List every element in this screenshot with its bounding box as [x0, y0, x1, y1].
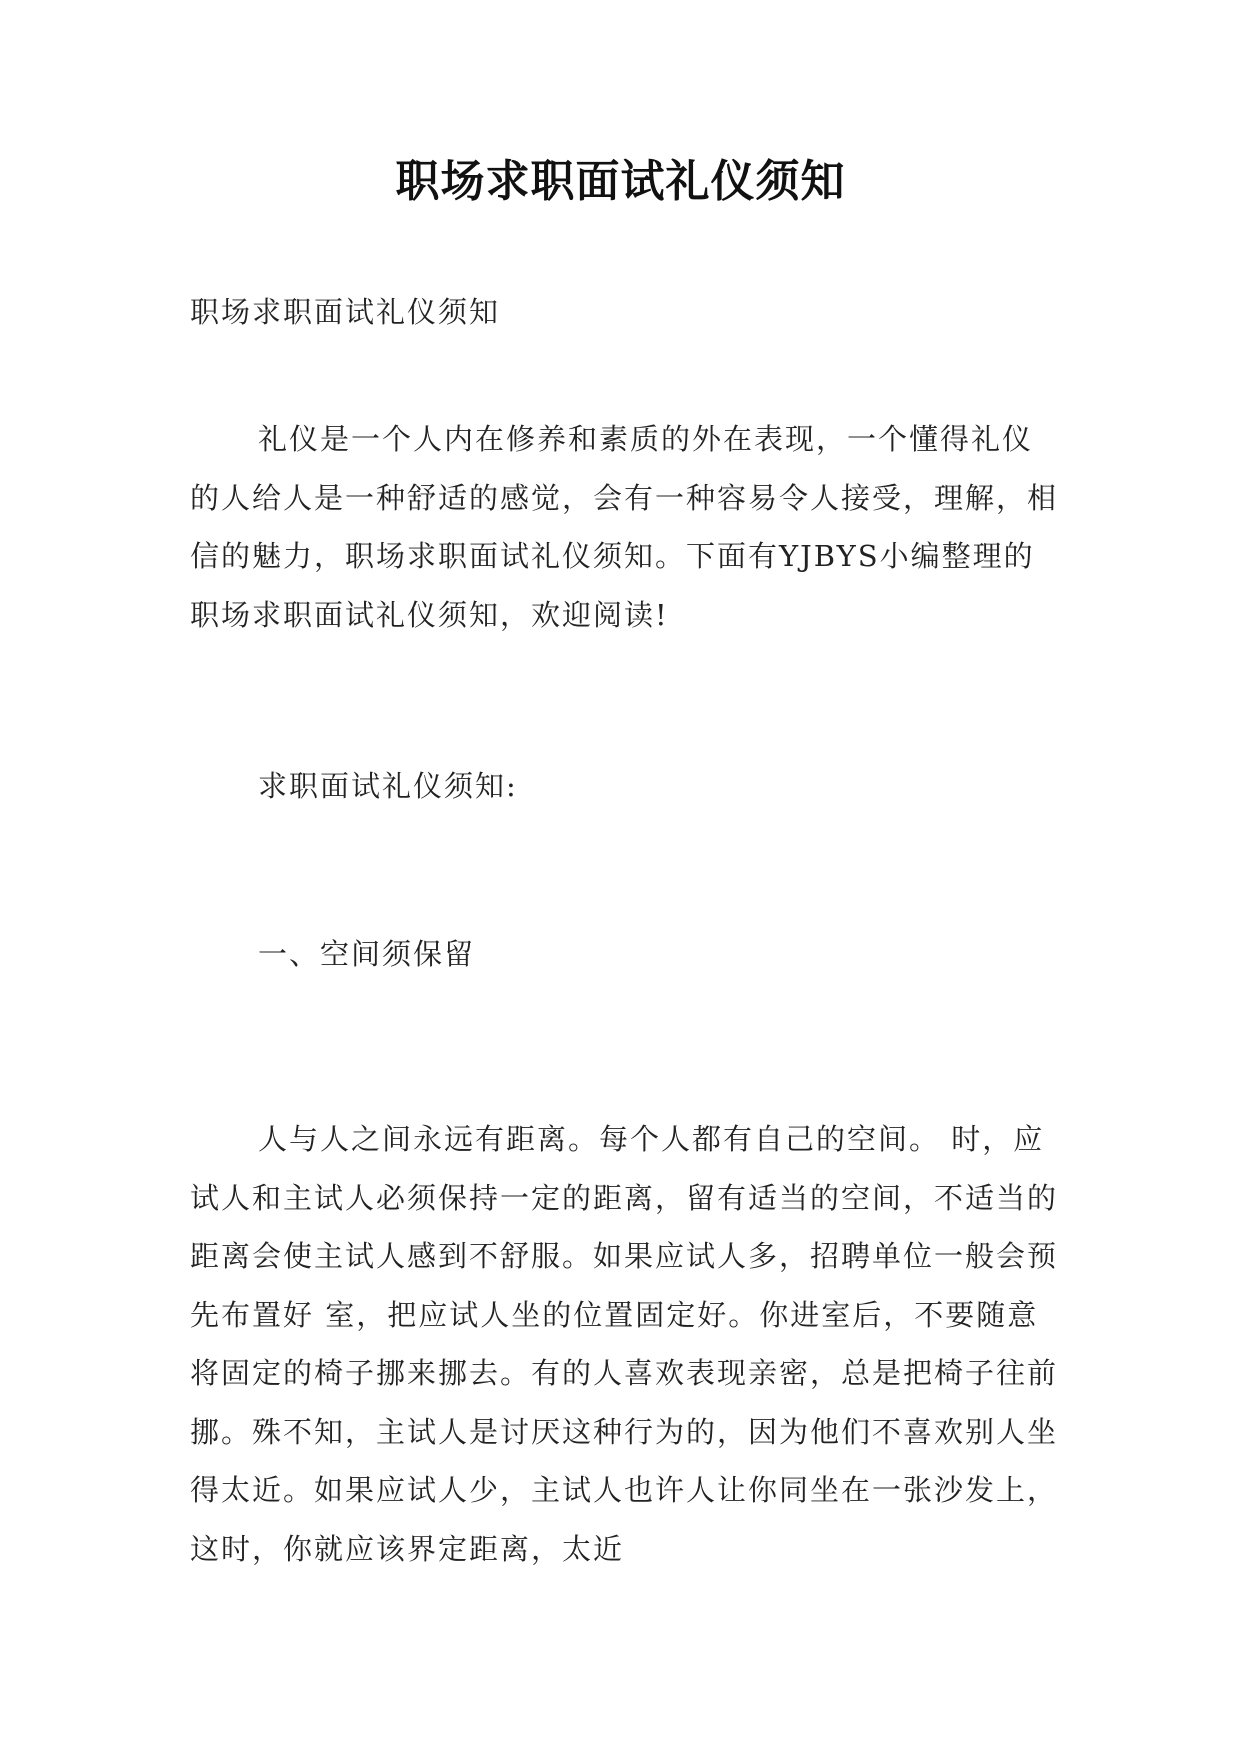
document-subtitle: 职场求职面试礼仪须知	[190, 295, 501, 329]
document-title: 职场求职面试礼仪须知	[395, 156, 846, 207]
intro-paragraph: 礼仪是一个人内在修养和素质的外在表现，一个懂得礼仪的人给人是一种舒适的感觉，会有一种容易令人接受，理解，相信的魅力，职场求职面试礼仪须知。下面有YJBYS小编整理的职场求职面试礼仪须知，欢迎阅读!	[190, 422, 1059, 632]
point-one-heading: 一、空间须保留	[258, 937, 476, 971]
point-one-paragraph: 人与人之间永远有距离。每个人都有自己的空间。 时，应试人和主试人必须保持一定的距离，留有适当的空间，不适当的距离会使主试人感到不舒服。如果应试人多，招聘单位一般会预先布置好 室，把应试人坐的位置固定好。你进室后，不要随意将固定的椅子挪来挪去。有的人喜欢表现亲密，总是把椅子往前挪。殊不知，主试人是讨厌这种行为的，因为他们不喜欢别人坐得太近。如果应试人少，主试人也许人让你同坐在一张沙发上，这时，你就应该界定距离，太近	[190, 1122, 1059, 1566]
section-heading: 求职面试礼仪须知:	[258, 769, 518, 803]
